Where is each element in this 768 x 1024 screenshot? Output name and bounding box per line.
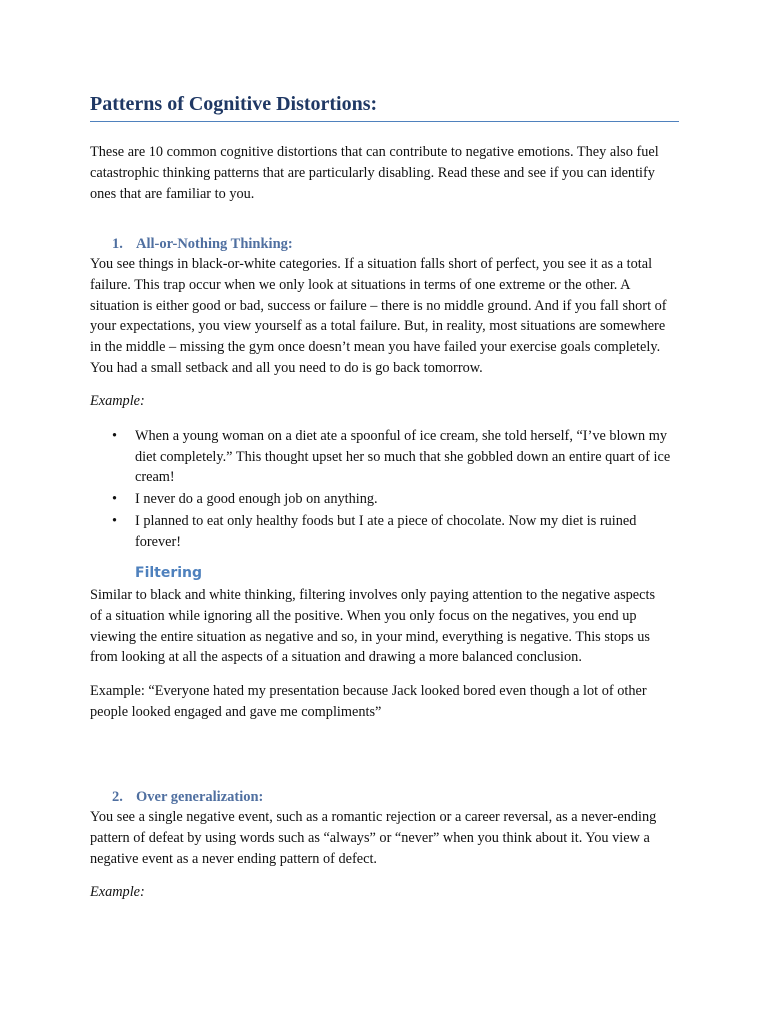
section-heading-over-generalization [112, 787, 263, 807]
page-title: Patterns of Cognitive Distortions: [90, 93, 378, 115]
section-number: 2. [112, 789, 123, 805]
filtering-example: Example: “Everyone hated my presentation because Jack looked bored even though a lot of other people looked engaged and gave me compliments” [90, 683, 647, 720]
over-generalization-body: You see a single negative event, such as a romantic rejection or a career reversal, as a never-ending pattern of defeat by using words such as “always” or “never” when you think about it. You view a negative event as a never ending pattern of defect. [90, 809, 657, 867]
list-item: • I planned to eat only healthy foods but I ate a piece of chocolate. Now my diet is ruined forever! [135, 511, 680, 552]
example-label: Example: [90, 393, 145, 409]
section-heading-text: All-or-Nothing Thinking: [136, 236, 293, 252]
intro-paragraph: These are 10 common cognitive distortions that can contribute to negative emotions. They also fuel catastrophic thinking patterns that are particularly disabling. Read these and see if you can identify ones that are familiar to you. [90, 144, 659, 202]
section-number: 1. [112, 236, 123, 252]
list-item: • When a young woman on a diet ate a spoonful of ice cream, she told herself, “I’ve blown my diet completely.” This thought upset her so much that she gobbled down an entire quart of ice cream! [135, 426, 680, 488]
list-item: • I never do a good enough job on anything. [135, 489, 680, 510]
section-heading-filtering: Filtering [135, 565, 203, 581]
title-underline [90, 121, 679, 122]
section-heading-text: Over generalization: [136, 789, 264, 805]
example-label: Example: [90, 884, 145, 900]
section-heading-all-or-nothing [112, 234, 293, 254]
example-list [135, 426, 680, 553]
all-or-nothing-body: You see things in black-or-white categories. If a situation falls short of perfect, you see it as a total failure. This trap occur when we only look at situations in terms of one extreme or the other. A situation is either good or bad, success or failure – there is no middle ground. And if you fall short of your expectations, you view yourself as a total failure. But, in reality, most situations are somewhere in the middle – missing the gym once doesn’t mean you have failed your exercise goals completely. You had a small setback and all you need to do is go back tomorrow. [90, 256, 667, 376]
filtering-body: Similar to black and white thinking, filtering involves only paying attention to the negative aspects of a situation while ignoring all the positive. When you only focus on the negatives, you end up viewing the entire situation as negative and so, in your mind, everything is negative. This stops us from looking at all the aspects of a situation and drawing a more balanced conclusion. [90, 587, 656, 666]
